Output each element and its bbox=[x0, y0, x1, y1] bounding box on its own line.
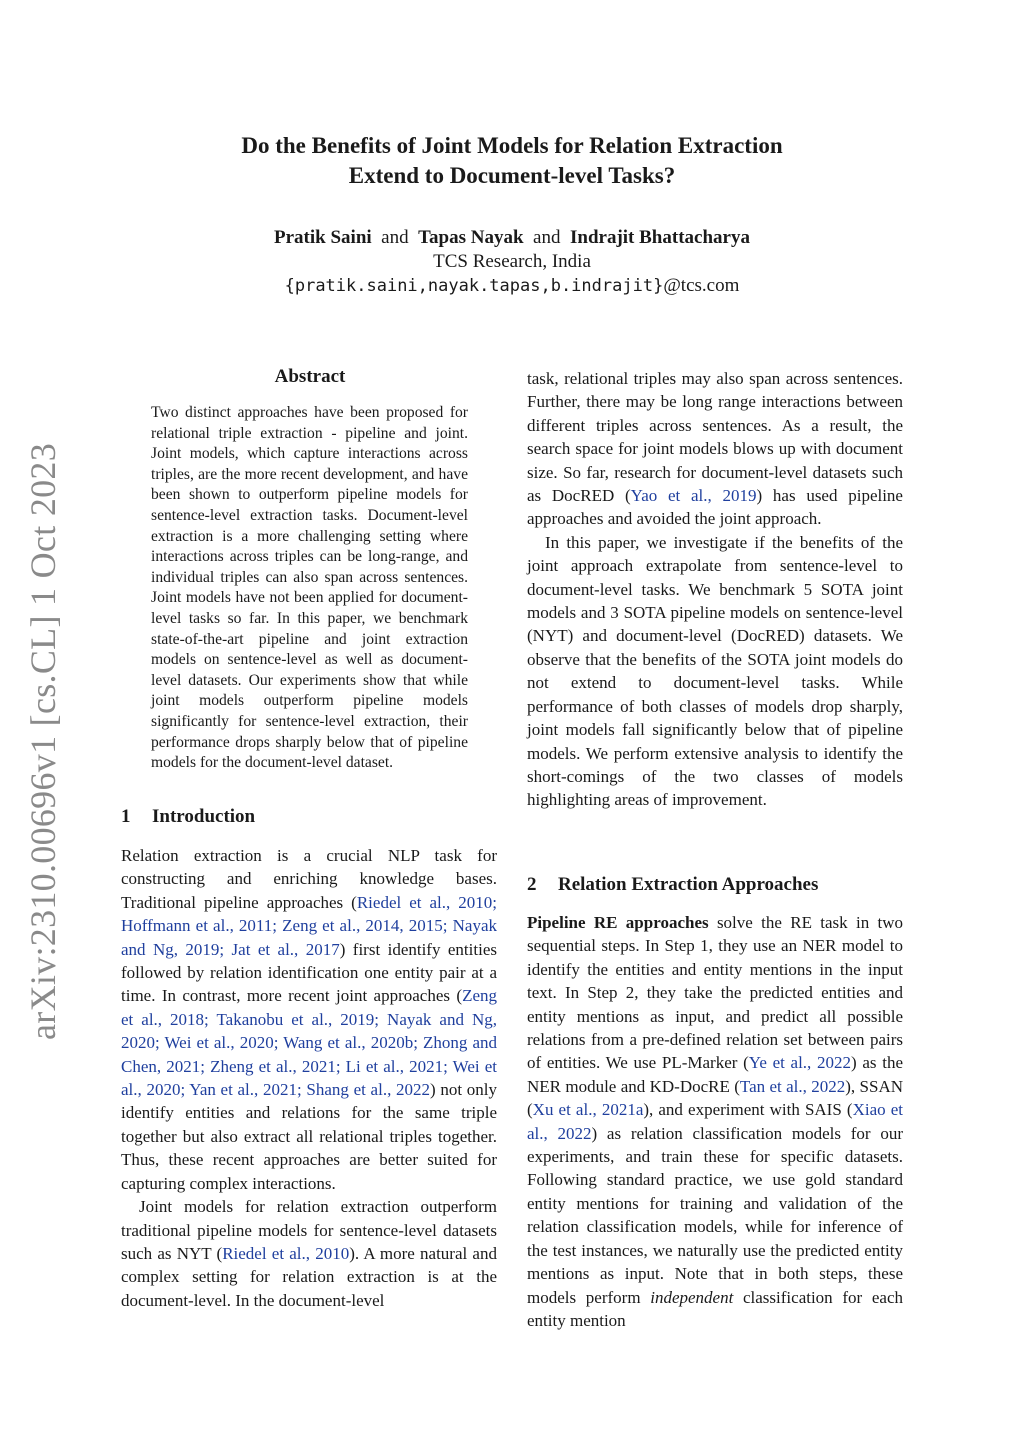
author-1: Pratik Saini bbox=[274, 227, 372, 248]
text-run: ), SSAN ( bbox=[527, 1076, 903, 1120]
section-number: 2 bbox=[527, 874, 537, 895]
intro-paragraph-2 bbox=[121, 1195, 497, 1312]
text-run: ) as relation classification models for our experiments, and train these for specific datasets. Following standard practice, we use gold standard entity mentions for training and validation of the relation classification models, while for inference of the test instances, we naturally use the predicted entity mentions as input. Note that in both steps, these models perform bbox=[527, 1123, 903, 1307]
affiliation: TCS Research, India bbox=[433, 251, 591, 272]
pipeline-paragraph bbox=[527, 911, 903, 1332]
text-run: ), and experiment with SAIS ( bbox=[643, 1100, 853, 1120]
author-list bbox=[0, 226, 1024, 250]
text-run: Relation extraction is a crucial NLP task for constructing and enriching knowledge bases. Traditional pipeline approaches ( bbox=[121, 846, 497, 912]
citation-link[interactable]: Ye et al., 2022 bbox=[748, 1053, 852, 1073]
email-domain: @tcs.com bbox=[663, 275, 740, 296]
author-3: Indrajit Bhattacharya bbox=[569, 227, 750, 248]
citation-link[interactable]: Xu et al., 2021a bbox=[532, 1100, 644, 1120]
text-run: classification for each entity mention bbox=[527, 1287, 903, 1330]
text-run: ) first identify entities followed by relation identification one entity pair at a time. In contrast, more recent joint approaches ( bbox=[121, 939, 497, 1006]
section-title: Introduction bbox=[152, 806, 256, 827]
author-separator: and bbox=[381, 227, 409, 248]
text-run: task, relational triples may also span across sentences. Further, there may be long range interactions between different triples across sentences. As a result, the search space for joint models blows up with document size. So far, research for document-level datasets such as DocRED ( bbox=[527, 369, 903, 506]
section-title: Relation Extraction Approaches bbox=[558, 874, 819, 895]
intro-paragraph-3: In this paper, we investigate if the benefits of the joint approach extrapolate from sentence-level to document-level tasks. We benchmark 5 SOTA joint models and 3 SOTA pipeline models on sentence-level (NYT) and document-level (DocRED) datasets. We observe that the benefits of the SOTA joint models do not extend to document-level tasks. While performance of both classes of models drop sharply, joint models fall significantly below that of pipeline models. We perform extensive analysis to identify the short-comings of the two classes of models highlighting areas of improvement. bbox=[527, 532, 903, 810]
citation-link[interactable]: Riedel et al., 2010; Hoffmann et al., 2011; Zeng et al., 2014, 2015; Nayak and Ng, 2019; Jat et al., 2017 bbox=[121, 892, 498, 959]
intro-paragraph-2-cont bbox=[527, 367, 903, 531]
intro-paragraph-1 bbox=[121, 844, 497, 1195]
emphasis: independent bbox=[650, 1287, 734, 1307]
section-1-heading bbox=[121, 806, 255, 828]
citation-link[interactable]: Yao et al., 2019 bbox=[630, 486, 757, 506]
left-column-body bbox=[121, 844, 497, 1312]
title-line-1: Do the Benefits of Joint Models for Relation Extraction bbox=[241, 133, 783, 158]
author-emails bbox=[0, 274, 1024, 298]
arxiv-stamp: arXiv:2310.00696v1 [cs.CL] 1 Oct 2023 bbox=[23, 442, 63, 1040]
right-column-section-2 bbox=[527, 911, 903, 1332]
abstract-body: Two distinct approaches have been proposed for relational triple extraction - pipeline and joint. Joint models, which capture interactions across triples, are the more recent development, and have been shown to outperform pipeline models for sentence-level extraction tasks. Document-level extraction is a more challenging setting where interactions across triples can be long-range, and individual triples can also span across sentences. Joint models have not been applied for document-level tasks so far. In this paper, we benchmark state-of-the-art pipeline and joint extraction models on sentence-level as well as document-level datasets. Our experiments show that while joint models outperform pipeline models significantly for sentence-level extraction, their performance drops sharply below that of pipeline models for the document-level dataset. bbox=[151, 404, 468, 772]
author-separator: and bbox=[533, 227, 561, 248]
abstract-heading: Abstract bbox=[274, 366, 346, 387]
text-run: solve the RE task in two sequential steps. In Step 1, they use an NER model to identify the entities and entity mentions in the input text. In Step 2, they take the predicted entities and entity mentions as input, and predict all possible relations from a pre-defined relation set between pairs of entities. We use PL-Marker ( bbox=[527, 913, 904, 1073]
title-line-2: Extend to Document-level Tasks? bbox=[348, 163, 676, 188]
right-column-intro bbox=[527, 367, 903, 812]
paragraph-heading: Pipeline RE approaches bbox=[527, 913, 709, 932]
text-run: Joint models for relation extraction outperform traditional pipeline models for sentence-level datasets such as NYT ( bbox=[121, 1197, 497, 1263]
author-2: Tapas Nayak bbox=[418, 227, 524, 248]
citation-link[interactable]: Tan et al., 2022 bbox=[739, 1076, 846, 1096]
section-number: 1 bbox=[121, 806, 131, 827]
text-run: ) not only identify entities and relations for the same triple together but also extract all relational triples together. Thus, these recent approaches are better suited for capturing complex interactions. bbox=[121, 1080, 498, 1193]
text-run: ) has used pipeline approaches and avoided the joint approach. bbox=[527, 486, 903, 529]
citation-link[interactable]: Zeng et al., 2018; Takanobu et al., 2019; Nayak and Ng, 2020; Wei et al., 2020; Wang et al., 2020b; Zhong and Chen, 2021; Zheng et al., 2021; Li et al., 2021; Wei et al., 2020; Yan et al., 2021; Shang et al., 2022 bbox=[121, 986, 497, 1100]
citation-link[interactable]: Riedel et al., 2010 bbox=[222, 1243, 350, 1263]
section-2-heading bbox=[527, 874, 818, 896]
text-run: ) as the NER module and KD-DocRE ( bbox=[527, 1053, 903, 1096]
text-run: ). A more natural and complex setting for relation extraction is at the document-level. In the document-level bbox=[121, 1243, 497, 1310]
email-users: {pratik.saini,nayak.tapas,b.indrajit} bbox=[284, 276, 664, 296]
citation-link[interactable]: Xiao et al., 2022 bbox=[527, 1100, 903, 1143]
paper-title bbox=[0, 131, 1024, 191]
